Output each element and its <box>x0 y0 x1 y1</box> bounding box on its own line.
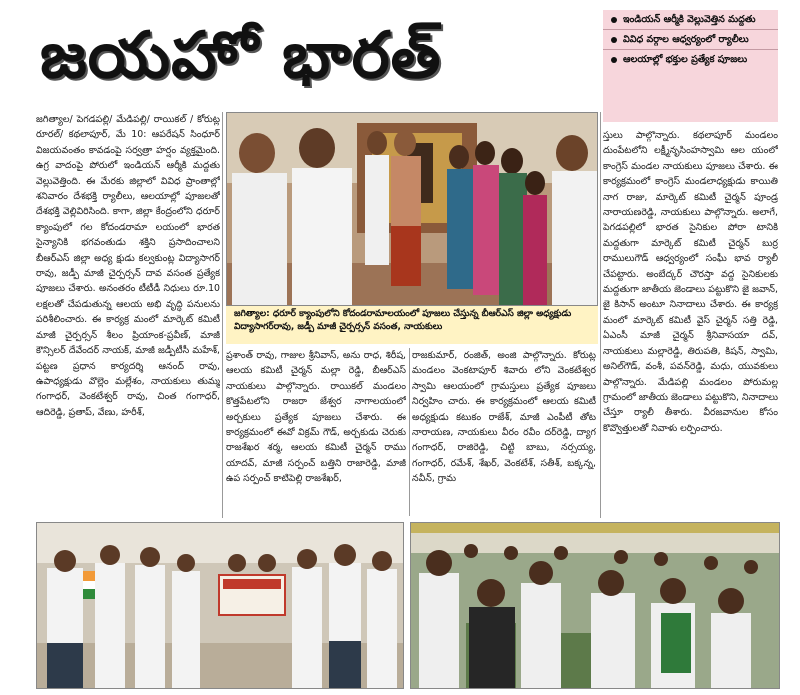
prayer-photo <box>410 522 780 689</box>
highlight-item: ఇండియన్ ఆర్మీకి వెల్లువెత్తిన మద్దతు <box>603 10 778 30</box>
rally-photo <box>36 522 404 689</box>
highlight-item: ఆలయాల్లో భక్తుల ప్రత్యేక పూజలు <box>603 50 778 69</box>
article-column-4: స్తులు పాల్గొన్నారు. కథలాపూర్ మండలం దుంపేటలోని లక్ష్మీనృసింహస్వామి ఆల యంలో కాంగ్రెస్ మండల నాయకులు పూజలు చేశారు. ఈ కార్యక్రమంలో కాంగ్రెస్ మండలాధ్యక్షుడు కాయితి నాగ రాజు, మార్కెట్ కమిటీ చైర్మన్ పూండ్ర నారాయణరెడ్డి, నాయకులు పాల్గొన్నారు. అలాగే, పెగడపల్లిలో భారత సైనికుల పోరా టానికి మద్దతుగా మార్కెట్ కమిటీ చైర్మన్ బుర్ర రాములుగౌడ్ ఆధ్వర్యంలో సంఘీ భావ ర్యాలీ చేపట్టారు. అంబేద్కర్ చౌరస్తా వద్ద సైనికులకు మద్దతుగా జాతీయ జెండాలు పట్టుకొని జై జవాన్, జై కిసాన్ అంటూ నినాదాలు చేశారు. ఈ కార్యక్ర మంలో మార్కెట్ కమిటీ వైస్ చైర్మన్ సత్తి రెడ్డి, ఏఎంసీ మాజీ చైర్మన్ శ్రీనివాసయా దవ్, నాయకులు మల్లారెడ్డి, తిరుపతి, కిషన్, స్వామి, అనిల్‌గౌడ్, వంశీ, పవన్‌రెడ్డి, మధు, యువకులు పాల్గొన్నారు. మేడిపల్లి మండలం పోరుమల్ల గ్రామంలో జాతీయ జెండాలు పట్టుకొని, నినాదాలు చేస్తూ ర్యాలీ తీశారు. వీరజవానుల కోసం కొవ్వొత్తులతో నివాళు లర్పించారు. <box>603 130 778 434</box>
column-divider <box>600 112 601 518</box>
article-column-2: ప్రశాంత్ రావు, గాజుల శ్రీనివాస్, అను రాధ, శిరీష, ఆలయ కమిటీ చైర్మన్ మల్లా రెడ్డి, బీఆర్ఎస్ నాయకులు పాల్గొన్నారు. రాయికల్ మండలం కొత్తపేటలోని రాజరా జేశ్వర నాగాలయంలో అర్చకులు ప్రత్యేక పూజలు చేశారు. ఈ కార్యక్రమంలో ఈవో విక్రమ్ గౌడ్, అర్చకుడు చెరుకు రాజశేఖర శర్మ, ఆలయ కమిటీ చైర్మన్ రాము యాదవ్, మాజీ సర్పంచ్ బత్తిని రాజారెడ్డి, మాజీ ఉప సర్పంచ్ కాటిపెల్లి రాజశేఖర్, <box>226 350 406 485</box>
column-divider <box>222 112 223 518</box>
bullet-icon <box>611 17 617 23</box>
photo-caption: జగిత్యాల: ధరూర్ క్యాంపులోని కోదండరామాలయంలో పూజలు చేస్తున్న బీఆర్ఎస్ జిల్లా అధ్యక్షుడు విద్యాసాగర్‌రావు, జడ్పీ మాజీ చైర్పర్సన్ వసంత, నాయకులు <box>234 309 572 332</box>
highlight-item: వివిధ వర్గాల ఆధ్వర్యంలో ర్యాలీలు <box>603 30 778 50</box>
temple-photo <box>226 112 598 306</box>
article-column-1: జగిత్యాల/ పెగడపల్లి/ మేడిపల్లి/ రాయికల్ / కోరుట్ల రూరల్/ కథలాపూర్, మే 10: ఆపరేషన్ సింధూర్ విజయవంతం కావడంపై సర్వత్రా హర్షం వ్యక్తమైంది. ఉగ్ర వాదంపై పోరులో ఇండియన్ ఆర్మీకి మద్దతు వెల్లువెత్తింది. ఈ మేరకు జిల్లాలో వివిధ ప్రాంతాల్లో శనివారం దేశభక్తి ర్యాలీలు, ఆలయాల్లో పూజలతో దేశభక్తి వెల్లివిరిసింది. కాగా, జిల్లా కేంద్రంలోని ధరూర్ క్యాంపులో గల కోదండరామా లయంలో భారత సైన్యానికి భగవంతుడు శక్తిని ప్రసాదించాలని బీఆర్ఎస్ జిల్లా అధ్య క్షుడు కల్వకుంట్ల విద్యాసాగర్ రావు, జడ్పీ మాజీ చైర్పర్సన్ దావ వసంత ప్రత్యేక పూజలు చేశారు. అనంతరం టీటీడీ నిధులు రూ.10 లక్షలతో చేపడుతున్న ఆలయ అభి వృద్ధి పనులను పరిశీలించారు. ఈ కార్యక్ర మంలో మార్కెట్ కమిటీ మాజీ చైర్పర్సన్ శీలం ప్రియాంక-ప్రవీణ్, మాజీ కౌన్సిలర్ దేవేందర్ నాయక్, మాజీ జడ్పీటీసీ మహేశ్, పట్టణ ప్రధాన కార్యదర్శి ఆనంద్ రావు, ఉపాధ్యక్షుడు వొల్లెం మల్లేశం, నాయకులు తుమ్మ గంగాధర్, వెంకటేశ్వర్ రావు, చింత గంగాధర్, ఆదిరెడ్డి, ప్రతాప్, వేణు, హరీశ్, <box>36 114 220 418</box>
bullet-icon <box>611 37 617 43</box>
bullet-icon <box>611 57 617 63</box>
highlights-box <box>603 10 778 122</box>
article-column-3: రాజకుమార్, రంజిత్, అంజి పాల్గొన్నారు. కోరుట్ల మండలం వెంకటాపూర్ శివారు లోని వెంకటేశ్వర స్వామి ఆలయంలో గ్రామస్తులు ప్రత్యేక పూజలు నిర్వహిం చారు. ఈ కార్యక్రమంలో ఆలయ కమిటీ అధ్యక్షుడు కటుకం రాజేశ్, మాజీ ఎంపీటీ తోట నారాయణ, నాయకులు వీరం రవీం దర్‌రెడ్డి, ద్యాగ గంగాధర్, రాజిరెడ్డి, చిట్టి బాబు, నర్సయ్య, గంగాధర్, రమేశ్, శేఖర్, వెంకటేశ్, సతీశ్, బక్కన్న, నవీన్, గ్రామ <box>412 350 596 485</box>
headline: జయహో భారత్ <box>40 19 442 93</box>
column-divider <box>409 348 410 516</box>
